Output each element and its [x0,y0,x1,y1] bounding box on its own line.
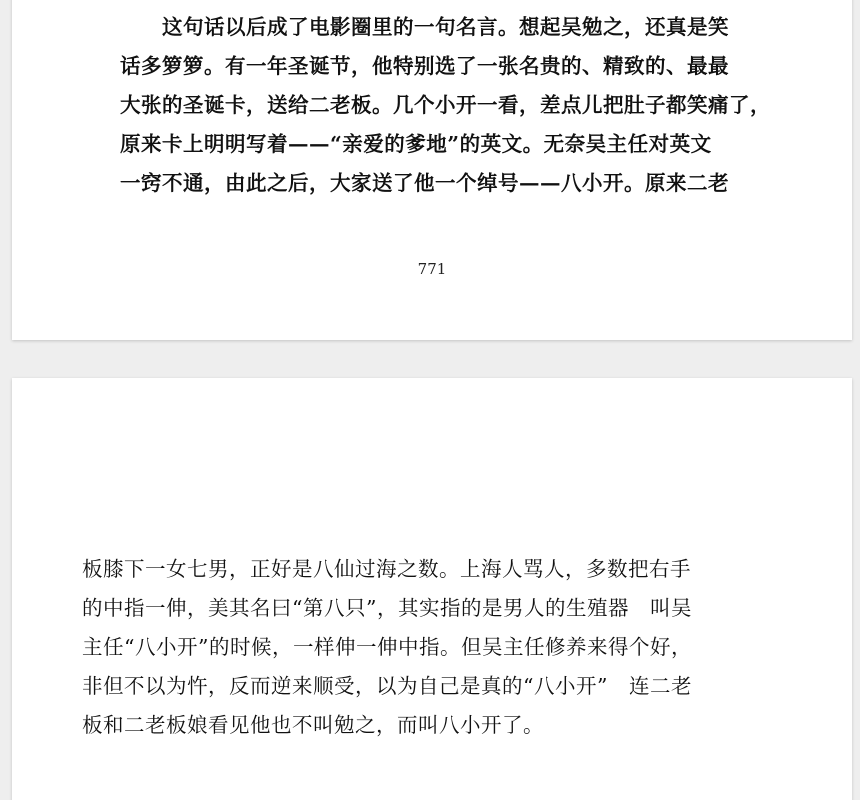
text-line: 一窍不通，由此之后，大家送了他一个绰号——八小开。原来二老 [120,171,729,195]
document-page [12,0,852,340]
text-line: 话多箩箩。有一年圣诞节，他特别选了一张名贵的、精致的、最最 [120,54,729,78]
page-text [82,550,692,745]
text-line: 主任“八小开”的时候，一样伸一伸中指。但吴主任修养来得个好， [82,635,692,659]
text-line: 大张的圣诞卡，送给二老板。几个小开一看，差点儿把肚子都笑痛了， [120,93,771,117]
text-line: 板和二老板娘看见他也不叫勉之，而叫八小开了。 [82,713,544,737]
text-line: 板膝下一女七男，正好是八仙过海之数。上海人骂人，多数把右手 [82,557,691,581]
page-text [120,8,771,203]
page-number: 771 [417,260,447,278]
text-line: 这句话以后成了电影圈里的一句名言。想起吴勉之，还真是笑 [162,15,729,39]
scrollbar[interactable] [854,0,860,800]
text-line: 原来卡上明明写着——“亲爱的爹地”的英文。无奈吴主任对英文 [120,132,712,156]
document-page [12,378,852,800]
text-line: 的中指一伸，美其名曰“第八只”，其实指的是男人的生殖器 叫吴 [82,596,692,620]
text-line: 非但不以为忤，反而逆来顺受，以为自己是真的“八小开” 连二老 [82,674,692,698]
